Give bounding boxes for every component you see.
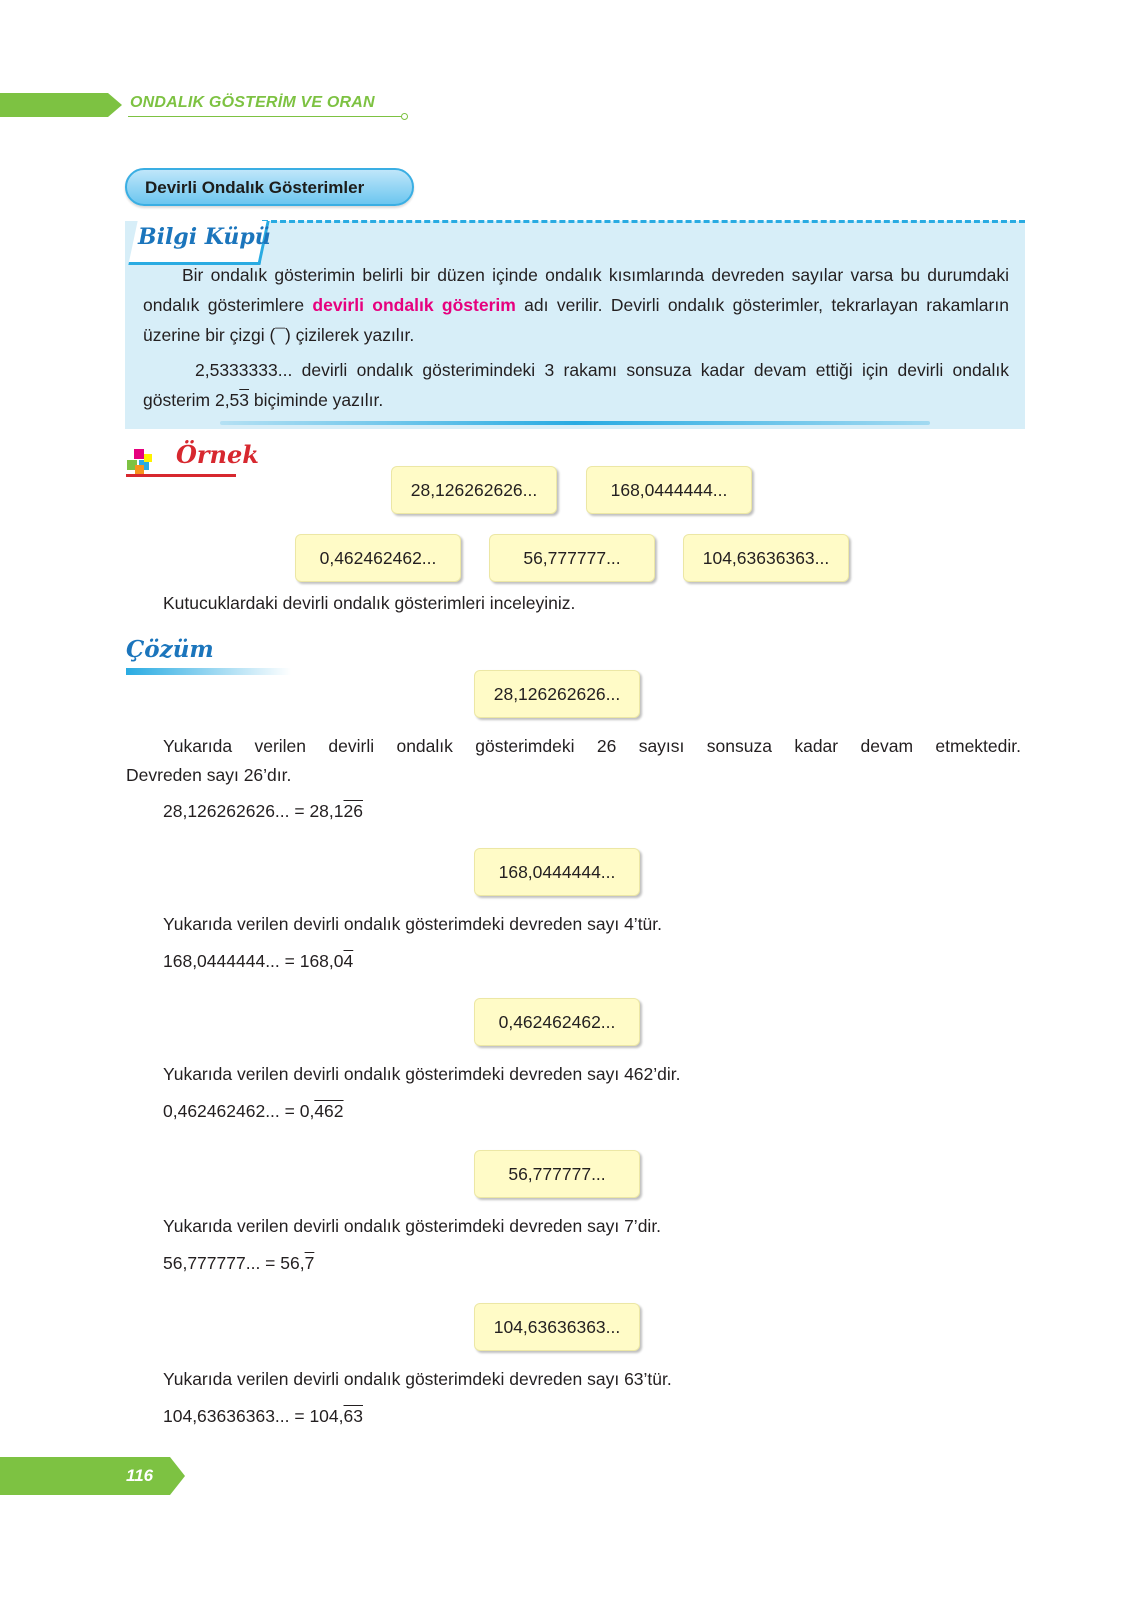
info-paragraph-2: 2,5333333... devirli ondalık gösterimindeki 3 rakamı sonsuza kadar devam ettiği için devirli ondalık gösterim 2,53 biçiminde yazılır. bbox=[143, 360, 1009, 410]
solution-text-1: Yukarıda verilen devirli ondalık gösterimdeki 26 sayısı sonsuza kadar devam etmektedir. bbox=[163, 736, 1021, 756]
solution-equation-5: 104,63636363... = 104,63 bbox=[163, 1406, 363, 1426]
overline-symbol: ¯ bbox=[275, 325, 285, 345]
solution-box-2: 168,0444444... bbox=[474, 848, 640, 896]
solution-box-3: 0,462462462... bbox=[474, 998, 640, 1046]
repeating-digits: 26 bbox=[343, 801, 363, 821]
info-box-dashed-border bbox=[262, 220, 1025, 223]
cubes-icon bbox=[126, 448, 154, 476]
repeating-digit: 3 bbox=[239, 390, 250, 410]
repeating-digits: 4 bbox=[343, 951, 354, 971]
section-title-pill bbox=[125, 168, 414, 206]
solution-text-2: Yukarıda verilen devirli ondalık gösterimdeki devreden sayı 4’tür. bbox=[163, 914, 663, 934]
solution-underline bbox=[126, 668, 291, 675]
example-box-5: 104,63636363... bbox=[683, 534, 849, 582]
footer-arrow bbox=[170, 1457, 185, 1495]
example-question: Kutucuklardaki devirli ondalık gösterimleri inceleyiniz. bbox=[163, 593, 576, 613]
solution-text-1b: Devreden sayı 26’dır. bbox=[126, 765, 292, 785]
info-paragraph-1: Bir ondalık gösterimin belirli bir düzen içinde ondalık kısımlarında devreden sayılar varsa bu durumdaki ondalık gösterimlere devirli ondalık gösterim adı verilir. Devirli ondalık gösterimler, tekrarlayan rakamların üzerine bir çizgi (¯) çizilerek yazılır. bbox=[143, 265, 1009, 345]
example-box-4: 56,777777... bbox=[489, 534, 655, 582]
repeating-digits: 7 bbox=[304, 1253, 315, 1273]
solution-equation-2: 168,0444444... = 168,04 bbox=[163, 951, 354, 971]
solution-box-5: 104,63636363... bbox=[474, 1303, 640, 1351]
page-number: 116 bbox=[126, 1466, 154, 1485]
solution-box-1: 28,126262626... bbox=[474, 670, 640, 718]
solution-equation-4: 56,777777... = 56,7 bbox=[163, 1253, 315, 1273]
solution-text-5: Yukarıda verilen devirli ondalık gösterimdeki devreden sayı 63’tür. bbox=[163, 1369, 672, 1389]
example-box-1: 28,126262626... bbox=[391, 466, 557, 514]
repeating-digits: 63 bbox=[343, 1406, 363, 1426]
header-band bbox=[0, 93, 108, 117]
solution-equation-1: 28,126262626... = 28,126 bbox=[163, 801, 363, 821]
header-underline bbox=[128, 116, 402, 117]
solution-text-4: Yukarıda verilen devirli ondalık gösterimdeki devreden sayı 7’dir. bbox=[163, 1216, 662, 1236]
info-box-bottom-line bbox=[220, 421, 930, 425]
section-title: Devirli Ondalık Gösterimler bbox=[145, 178, 365, 197]
solution-box-4: 56,777777... bbox=[474, 1150, 640, 1198]
example-box-2: 168,0444444... bbox=[586, 466, 752, 514]
example-underline bbox=[126, 474, 236, 477]
header-dot-icon bbox=[401, 113, 408, 120]
example-label: Örnek bbox=[176, 440, 259, 469]
example-box-3: 0,462462462... bbox=[295, 534, 461, 582]
solution-equation-3: 0,462462462... = 0,462 bbox=[163, 1101, 344, 1121]
header-arrow bbox=[108, 93, 122, 117]
solution-label: Çözüm bbox=[126, 636, 214, 663]
solution-text-3: Yukarıda verilen devirli ondalık gösterimdeki devreden sayı 462’dir. bbox=[163, 1064, 681, 1084]
repeating-digits: 462 bbox=[314, 1101, 344, 1121]
highlight-term: devirli ondalık gösterim bbox=[312, 295, 516, 315]
info-tag-label: Bilgi Küpü bbox=[138, 224, 271, 250]
chapter-title: ONDALIK GÖSTERİM VE ORAN bbox=[130, 94, 375, 111]
